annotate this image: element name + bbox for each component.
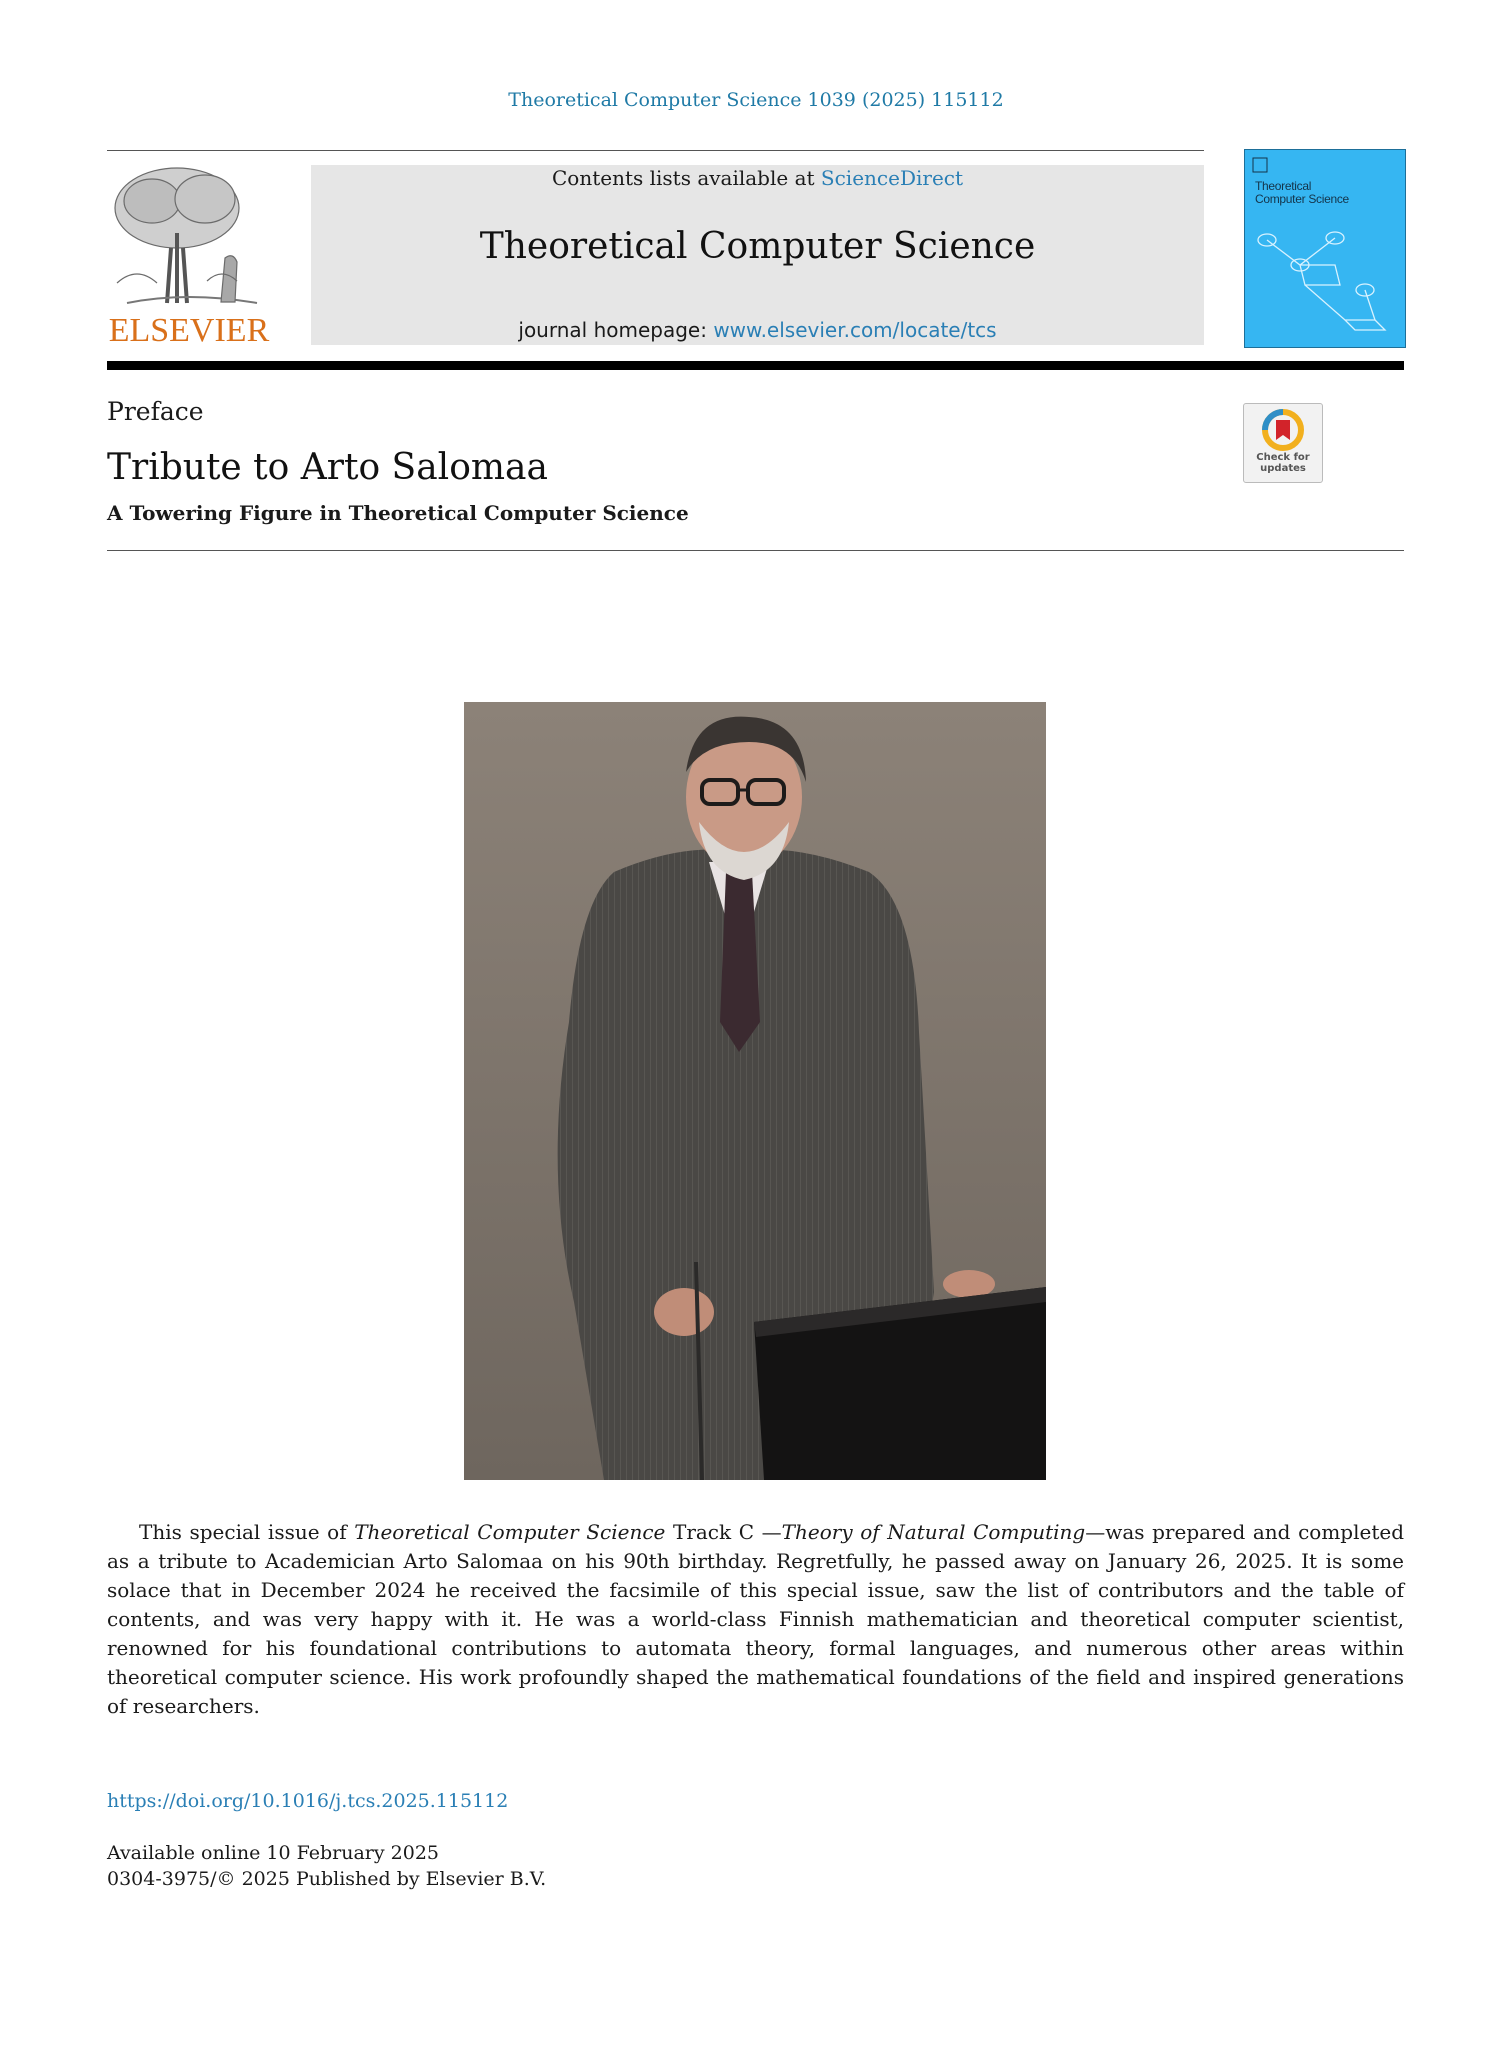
journal-title: Theoretical Computer Science: [479, 226, 1036, 267]
available-online-date: Available online 10 February 2025: [107, 1842, 439, 1864]
doi-link[interactable]: https://doi.org/10.1016/j.tcs.2025.115112: [107, 1790, 509, 1812]
portrait-photo: [464, 702, 1046, 1480]
cover-diagram-icon: [1245, 150, 1405, 347]
top-rule: [107, 150, 1204, 151]
contents-prefix: Contents lists available at: [551, 166, 821, 190]
running-head[interactable]: Theoretical Computer Science 1039 (2025) 115112: [508, 89, 1004, 111]
body-paragraph: [107, 1518, 1404, 1721]
elsevier-wordmark: ELSEVIER: [108, 312, 270, 349]
cover-title-line2: Computer Science: [1255, 192, 1349, 206]
crossmark-label: [1244, 452, 1322, 474]
body-text-3: —was prepared and completed as a tribute to Academician Arto Salomaa on his 90th birthday. Regretfully, he passed away on January 26, 2025. It is some solace that in December 2024 he received the facsimile of this special issue, saw the list of contributors and the table of contents, and was very happy with it. He was a world-class Finnish mathematician and theoretical computer scientist, renowned for his foundational contributions to automata theory, formal languages, and numerous other areas within theoretical computer science. His work profoundly shaped the mathematical foundations of the field and inspired generations of researchers.: [107, 1520, 1404, 1718]
crossmark-line1: Check for: [1256, 452, 1310, 463]
body-text-1: This special issue of: [139, 1520, 355, 1544]
journal-cover-thumbnail[interactable]: [1244, 149, 1406, 348]
journal-homepage-link[interactable]: www.elsevier.com/locate/tcs: [713, 318, 997, 342]
header-thick-rule: [107, 361, 1404, 370]
article-type: Preface: [107, 397, 204, 426]
crossmark-icon: [1244, 404, 1322, 452]
article-subtitle: A Towering Figure in Theoretical Computer Science: [107, 501, 689, 525]
elsevier-tree-icon: [107, 163, 271, 313]
sciencedirect-link[interactable]: ScienceDirect: [820, 166, 964, 190]
journal-name-italic: Theoretical Computer Science: [354, 1520, 666, 1544]
track-name-italic: Theory of Natural Computing: [781, 1520, 1086, 1544]
header-bottom-rule: [107, 550, 1404, 551]
homepage-line: [311, 318, 1204, 342]
homepage-prefix: journal homepage:: [518, 318, 714, 342]
contents-line: [311, 166, 1204, 190]
copyright-line: 0304-3975/© 2025 Published by Elsevier B.V.: [107, 1868, 547, 1890]
cover-title-line1: Theoretical: [1255, 179, 1312, 193]
article-title: Tribute to Arto Salomaa: [107, 447, 548, 488]
check-for-updates-button[interactable]: [1243, 403, 1323, 483]
elsevier-logo[interactable]: [107, 163, 271, 349]
body-text-2: Track C —: [665, 1520, 782, 1544]
speaker-at-podium-image: [464, 702, 1046, 1480]
crossmark-line2: updates: [1260, 463, 1306, 474]
